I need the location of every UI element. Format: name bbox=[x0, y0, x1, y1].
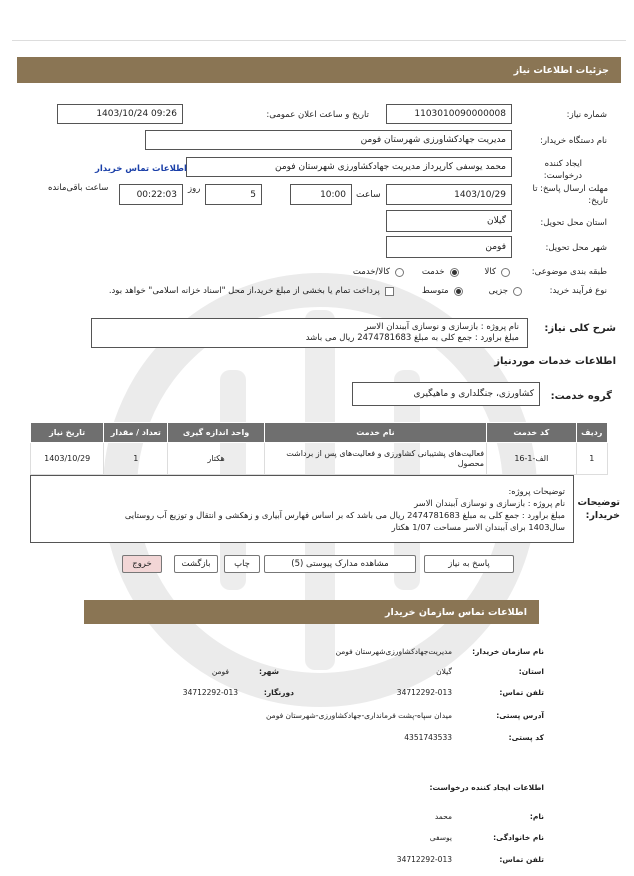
buyer-notes-line-2: نام پروژه : بازسازی و نوسازی آببندان الاسر bbox=[414, 498, 565, 508]
category-option-goods: کالا bbox=[484, 267, 496, 277]
need-number-field[interactable]: 1103010090000008 bbox=[386, 104, 512, 124]
buyer-notes-line-3: مبلغ براورد : جمع کلی به مبلغ 2474781683 ریال می باشد که بر اساس فهارس آبیاری و زهکشی و انتقال و توزیع آب روستایی bbox=[124, 510, 565, 520]
contact-address-label: آدرس پستی: bbox=[496, 711, 544, 720]
contact-header bbox=[84, 600, 539, 624]
days-field[interactable]: 5 bbox=[205, 184, 262, 205]
contact-fax-value: 34712292-013 bbox=[182, 688, 238, 697]
cell-row: 1 bbox=[576, 443, 607, 475]
contact-address-value: میدان سپاه-پشت فرمانداری-جهادکشاورزی-شهرستان فومن bbox=[265, 711, 452, 720]
creator-section-title: اطلاعات ایجاد کننده درخواست: bbox=[429, 783, 544, 792]
category-radio-goods-service[interactable] bbox=[395, 268, 404, 277]
buyer-notes-box bbox=[30, 475, 574, 543]
process-radio-medium[interactable] bbox=[454, 287, 463, 296]
contact-city-value: فومن bbox=[211, 667, 229, 676]
table-row bbox=[31, 443, 608, 475]
process-option-minor: جزیی bbox=[488, 286, 508, 296]
exit-button[interactable]: خروج bbox=[122, 555, 162, 573]
category-label: طبقه بندی موضوعی: bbox=[531, 267, 607, 277]
contact-postal-label: کد پستی: bbox=[508, 733, 544, 742]
contact-postal-value: 4351743533 bbox=[404, 733, 452, 742]
category-options bbox=[330, 265, 510, 279]
category-radio-goods[interactable] bbox=[501, 268, 510, 277]
summary-line-2: مبلغ براورد : جمع کلی به مبلغ 2474781683 ریال می باشد bbox=[305, 333, 519, 343]
remaining-label: ساعت باقی‌مانده bbox=[48, 183, 109, 193]
payment-checkbox[interactable] bbox=[385, 287, 394, 296]
creator-first-name-value: محمد bbox=[434, 812, 452, 821]
reply-button[interactable]: پاسخ به نیاز bbox=[424, 555, 514, 573]
buyer-notes-label: توضیحات خریدار: bbox=[577, 497, 620, 521]
attachments-button[interactable]: مشاهده مدارک پیوستی (5) bbox=[264, 555, 416, 573]
process-options bbox=[52, 284, 522, 298]
category-radio-service[interactable] bbox=[450, 268, 459, 277]
creator-last-name-value: یوسفی bbox=[429, 833, 452, 842]
process-radio-minor[interactable] bbox=[513, 287, 522, 296]
top-divider bbox=[12, 40, 626, 41]
contact-org-value: مدیریت‌جهادکشاورزی‌شهرستان فومن bbox=[335, 647, 452, 656]
summary-line-1: نام پروژه : بازسازی و نوسازی آببندان الاسر bbox=[364, 322, 519, 332]
cell-service-code: الف-1-16 bbox=[487, 443, 577, 475]
contact-city-label: شهر: bbox=[259, 667, 279, 676]
process-option-medium: متوسط bbox=[421, 286, 449, 296]
col-service-name: نام خدمت bbox=[264, 423, 486, 443]
remaining-time-field: 00:22:03 bbox=[119, 184, 183, 205]
creator-field[interactable]: محمد یوسفی کارپرداز مدیریت جهادکشاورزی شهرستان فومن bbox=[186, 157, 512, 177]
province-label: استان محل تحویل: bbox=[540, 218, 607, 228]
cell-quantity: 1 bbox=[104, 443, 168, 475]
announce-field[interactable]: 1403/10/24 09:26 bbox=[57, 104, 183, 124]
cell-need-date: 1403/10/29 bbox=[31, 443, 104, 475]
province-field[interactable]: گیلان bbox=[386, 210, 512, 232]
contact-fax-label: دورنگار: bbox=[263, 688, 294, 697]
need-number-label: شماره نیاز: bbox=[566, 110, 607, 120]
deadline-label: مهلت ارسال پاسخ: تا تاریخ: bbox=[532, 184, 608, 206]
summary-box bbox=[91, 318, 528, 348]
city-field[interactable]: فومن bbox=[386, 236, 512, 258]
back-button[interactable]: بازگشت bbox=[174, 555, 218, 573]
contact-section-title: اطلاعات تماس سازمان خریدار bbox=[384, 606, 527, 618]
service-group-field: کشاورزی، جنگلداری و ماهیگیری bbox=[352, 382, 540, 406]
buyer-contact-link[interactable]: اطلاعات تماس خریدار bbox=[95, 164, 187, 174]
services-table-header bbox=[31, 423, 608, 443]
contact-org-label: نام سازمان خریدار: bbox=[472, 647, 544, 656]
cell-service-name: فعالیت‌های پشتیبانی کشاورزی و فعالیت‌های پس از برداشت محصول bbox=[264, 443, 486, 475]
contact-phone-label: تلفن تماس: bbox=[499, 688, 544, 697]
creator-phone-value: 34712292-013 bbox=[396, 855, 452, 864]
buyer-notes-line-1: توضیحات پروژه: bbox=[508, 486, 565, 496]
deadline-date-field[interactable]: 1403/10/29 bbox=[386, 184, 512, 205]
deadline-time-field[interactable]: 10:00 bbox=[290, 184, 352, 205]
creator-label: ایجاد کننده درخواست: bbox=[543, 159, 582, 181]
cell-unit: هکتار bbox=[168, 443, 265, 475]
col-need-date: تاریخ نیاز bbox=[31, 423, 104, 443]
hour-label: ساعت bbox=[356, 190, 381, 200]
page-header bbox=[17, 57, 621, 83]
contact-province-value: گیلان bbox=[436, 667, 452, 676]
creator-phone-label: تلفن تماس: bbox=[499, 855, 544, 864]
service-group-label: گروه خدمت: bbox=[550, 391, 612, 402]
days-label: روز bbox=[188, 184, 201, 194]
process-label: نوع فرآیند خرید: bbox=[549, 286, 607, 296]
summary-label: شرح کلی نیاز: bbox=[544, 323, 616, 334]
services-section-title: اطلاعات خدمات موردنیاز bbox=[494, 356, 616, 367]
category-option-goods-service: کالا/خدمت bbox=[352, 267, 390, 277]
contact-province-label: استان: bbox=[518, 667, 544, 676]
contact-phone-value: 34712292-013 bbox=[396, 688, 452, 697]
print-button[interactable]: چاپ bbox=[224, 555, 260, 573]
buyer-org-label: نام دستگاه خریدار: bbox=[540, 136, 607, 146]
col-unit: واحد اندازه گیری bbox=[168, 423, 265, 443]
col-row: ردیف bbox=[576, 423, 607, 443]
payment-note: پرداخت تمام یا بخشی از مبلغ خرید،از محل "اسناد خزانه اسلامی" خواهد بود. bbox=[108, 286, 380, 296]
city-label: شهر محل تحویل: bbox=[545, 243, 607, 253]
page-title: جزئیات اطلاعات نیاز bbox=[513, 64, 609, 76]
services-table bbox=[30, 422, 608, 475]
creator-last-name-label: نام خانوادگی: bbox=[493, 833, 544, 842]
announce-label: تاریخ و ساعت اعلان عمومی: bbox=[266, 110, 369, 120]
col-quantity: تعداد / مقدار bbox=[104, 423, 168, 443]
creator-first-name-label: نام: bbox=[529, 812, 544, 821]
category-option-service: خدمت bbox=[421, 267, 445, 277]
buyer-notes-line-4: سال1403 برای آببندان الاسر مساحت 1/07 هکتار bbox=[391, 522, 565, 532]
col-service-code: کد خدمت bbox=[487, 423, 577, 443]
buyer-org-field[interactable]: مدیریت جهادکشاورزی شهرستان فومن bbox=[145, 130, 512, 150]
